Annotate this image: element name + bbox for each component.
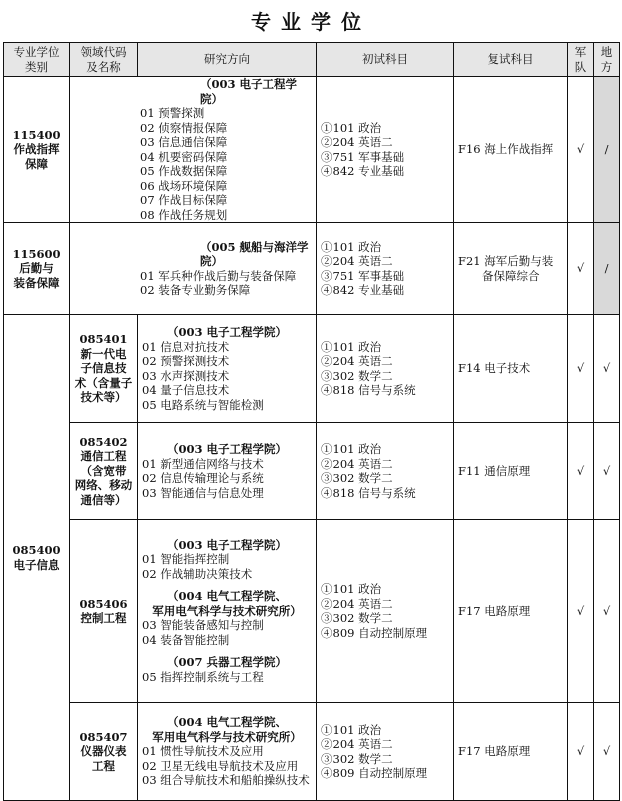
local-mark: √ [594, 315, 620, 423]
retest-subject: F17 电路原理 [454, 703, 568, 801]
category-cell: 115600 后勤与 装备保障 [4, 223, 70, 315]
header-row [4, 43, 620, 77]
header-direction: 研究方向 [138, 43, 317, 77]
table-row [4, 423, 620, 520]
retest-subject: F17 电路原理 [454, 520, 568, 703]
military-mark: √ [568, 520, 594, 703]
header-initial: 初试科目 [317, 43, 454, 77]
local-mark: / [594, 223, 620, 315]
direction-cell: （003 电子工程学院） 01 新型通信网络与技术 02 信息传输理论与系统 03 智能通信与信息处理 [138, 423, 317, 520]
initial-subjects: ①101 政治 ②204 英语二 ③302 数学二 ④809 自动控制原理 [317, 703, 454, 801]
direction-cell: （004 电气工程学院、 军用电气科学与技术研究所） 01 惯性导航技术及应用 02 卫星无线电导航技术及应用 03 组合导航技术和船舶操纵技术 [138, 703, 317, 801]
table-row [4, 703, 620, 801]
military-mark: √ [568, 315, 594, 423]
local-mark: √ [594, 423, 620, 520]
page-title: 专业学位 [251, 10, 371, 34]
direction-cell: （005 舰船与海洋学院） 01 军兵种作战后勤与装备保障 02 装备专业勤务保障 [70, 223, 317, 315]
military-mark: √ [568, 703, 594, 801]
direction-cell: （003 电子工程学院） 01 信息对抗技术 02 预警探测技术 03 水声探测技术 04 量子信息技术 05 电路系统与智能检测 [138, 315, 317, 423]
field-cell: 085401 新一代电 子信息技 术（含量子 技术等） [70, 315, 138, 423]
header-field: 领域代码 及名称 [70, 43, 138, 77]
table-row [4, 223, 620, 315]
field-cell: 085407 仪器仪表 工程 [70, 703, 138, 801]
category-cell: 085400 电子信息 [4, 315, 70, 801]
military-mark: √ [568, 423, 594, 520]
field-cell: 085406 控制工程 [70, 520, 138, 703]
direction-cell: （003 电子工程学院） 01 预警探测 02 侦察情报保障 03 信息通信保障 04 机要密码保障 05 作战数据保障 06 战场环境保障 07 作战目标保障 08 作战任务规划 [70, 77, 317, 223]
local-mark: √ [594, 703, 620, 801]
military-mark: √ [568, 223, 594, 315]
header-retest: 复试科目 [454, 43, 568, 77]
retest-subject: F11 通信原理 [454, 423, 568, 520]
program-table [3, 42, 620, 801]
retest-subject: F14 电子技术 [454, 315, 568, 423]
field-cell: 085402 通信工程 （含宽带 网络、移动 通信等） [70, 423, 138, 520]
category-cell: 115400 作战指挥 保障 [4, 77, 70, 223]
header-local: 地 方 [594, 43, 620, 77]
initial-subjects: ①101 政治 ②204 英语二 ③302 数学二 ④809 自动控制原理 [317, 520, 454, 703]
initial-subjects: ①101 政治 ②204 英语二 ③302 数学二 ④818 信号与系统 [317, 315, 454, 423]
header-category: 专业学位 类别 [4, 43, 70, 77]
table-row [4, 315, 620, 423]
initial-subjects: ①101 政治 ②204 英语二 ③751 军事基础 ④842 专业基础 [317, 77, 454, 223]
military-mark: √ [568, 77, 594, 223]
local-mark: / [594, 77, 620, 223]
retest-subject: F16 海上作战指挥 [454, 77, 568, 223]
direction-cell: （003 电子工程学院） 01 智能指挥控制 02 作战辅助决策技术 （004 电气工程学院、 军用电气科学与技术研究所） 03 智能装备感知与控制 04 装备智能控制 （007 兵器工程学院） 05 指挥控制系统与工程 [138, 520, 317, 703]
table-row [4, 520, 620, 703]
table-row [4, 77, 620, 223]
header-military: 军 队 [568, 43, 594, 77]
retest-subject: F21 海军后勤与装 备保障综合 [454, 223, 568, 315]
initial-subjects: ①101 政治 ②204 英语二 ③302 数学二 ④818 信号与系统 [317, 423, 454, 520]
local-mark: √ [594, 520, 620, 703]
initial-subjects: ①101 政治 ②204 英语二 ③751 军事基础 ④842 专业基础 [317, 223, 454, 315]
